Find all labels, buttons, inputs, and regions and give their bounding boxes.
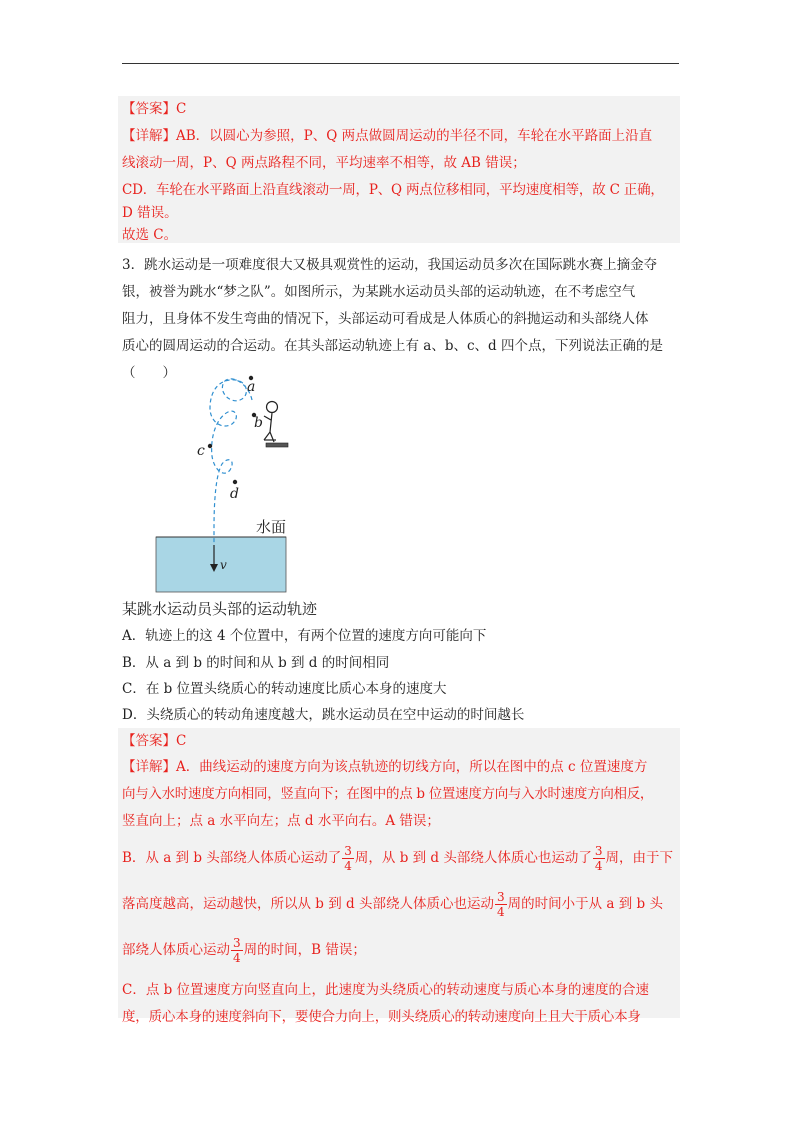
detail-line: 线滚动一周，P、Q 两点路程不同，平均速率不相等，故 AB 错误； — [122, 155, 526, 171]
answer-block-1 — [118, 96, 680, 243]
question-line: 3．跳水运动是一项难度很大又极具观赏性的运动，我国运动员多次在国际跳水赛上摘金夺 — [122, 257, 658, 273]
diving-platform — [266, 443, 288, 447]
diver-head — [267, 402, 278, 413]
detail-line: 【详解】AB．以圆心为参照，P、Q 两点做圆周运动的半径不同，车轮在水平路面上沿直 — [122, 128, 653, 144]
fraction-three-quarters: $\frac{3}{4}$ — [233, 935, 241, 965]
detail-line: 竖直向上；点 a 水平向左；点 d 水平向右。A 错误； — [122, 813, 440, 829]
diver-arm — [264, 416, 271, 420]
fraction-three-quarters: $\frac{3}{4}$ — [496, 889, 505, 919]
point-c-dot — [208, 444, 212, 448]
point-a-label: a — [247, 379, 256, 395]
detail-line: 度，质心本身的速度斜向下，要使合力向上，则头绕质心的转动速度向上且大于质心本身 — [122, 1009, 641, 1025]
option-b: B．从 a 到 b 的时间和从 b 到 d 的时间相同 — [122, 655, 390, 671]
detail-line: CD．车轮在水平路面上沿直线滚动一周，P、Q 两点位移相同，平均速度相等，故 C 正确， — [122, 182, 664, 198]
question-line: 银，被誉为跳水“梦之队”。如图所示，为某跳水运动员头部的运动轨迹，在不考虑空气 — [122, 284, 636, 300]
detail-line: 【详解】A．曲线运动的速度方向为该点轨迹的切线方向，所以在图中的点 c 位置速度方 — [122, 759, 648, 775]
option-a: A．轨迹上的这 4 个位置中，有两个位置的速度方向可能向下 — [122, 628, 487, 644]
option-d: D．头绕质心的转动角速度越大，跳水运动员在空中运动的时间越长 — [122, 707, 525, 723]
diving-trajectory-figure — [150, 360, 350, 600]
explanation-b-line2: 落高度越高，运动越快，所以从 b 到 d 头部绕人体质心也运动 $\frac{3}{4}$ 周的时间小于从 a 到 b 头 — [122, 889, 663, 919]
fraction-three-quarters: $\frac{3}{4}$ — [344, 843, 352, 873]
option-c: C．在 b 位置头绕质心的转动速度比质心本身的速度大 — [122, 681, 447, 697]
explanation-b-line3: 部绕人体质心运动 $\frac{3}{4}$ 周的时间，B 错误； — [122, 935, 366, 965]
answer-label: 【答案】C — [122, 733, 187, 749]
explanation-b-line1: B．从 a 到 b 头部绕人体质心运动了 $\frac{3}{4}$ 周，从 b 到 d 头部绕人体质心也运动了 $\frac{3}{4}$ 周，由于下 — [122, 843, 674, 873]
fraction-three-quarters: $\frac{3}{4}$ — [594, 843, 603, 873]
answer-label: 【答案】C — [122, 101, 187, 117]
figure-caption: 某跳水运动员头部的运动轨迹 — [122, 600, 318, 618]
diver-body — [270, 413, 272, 432]
question-line: （ ） — [122, 365, 176, 381]
point-d-dot — [233, 480, 237, 484]
point-c-label: c — [197, 443, 205, 459]
detail-line: 向与入水时速度方向相同，竖直向下；在图中的点 b 位置速度方向与入水时速度方向相反， — [122, 786, 654, 802]
answer-block-2 — [118, 728, 680, 1025]
trajectory-path — [210, 379, 252, 545]
detail-line: C．点 b 位置速度方向竖直向上，此速度为头绕质心的转动速度与质心本身的速度的合速 — [122, 982, 650, 998]
question-line: 质心的圆周运动的合运动。在其头部运动轨迹上有 a、b、c、d 四个点，下列说法正确的是 — [122, 338, 663, 354]
water-label: 水面 — [256, 518, 287, 536]
header-rule — [122, 63, 679, 64]
point-d-label: d — [230, 486, 239, 502]
velocity-label: v — [220, 558, 227, 572]
question-line: 阻力，且身体不发生弯曲的情况下，头部运动可看成是人体质心的斜抛运动和头部绕人体 — [122, 311, 649, 327]
detail-line: D 错误。 — [122, 205, 178, 221]
conclusion: 故选 C。 — [122, 227, 178, 243]
diver-leg — [264, 432, 270, 440]
point-b-label: b — [254, 415, 263, 431]
